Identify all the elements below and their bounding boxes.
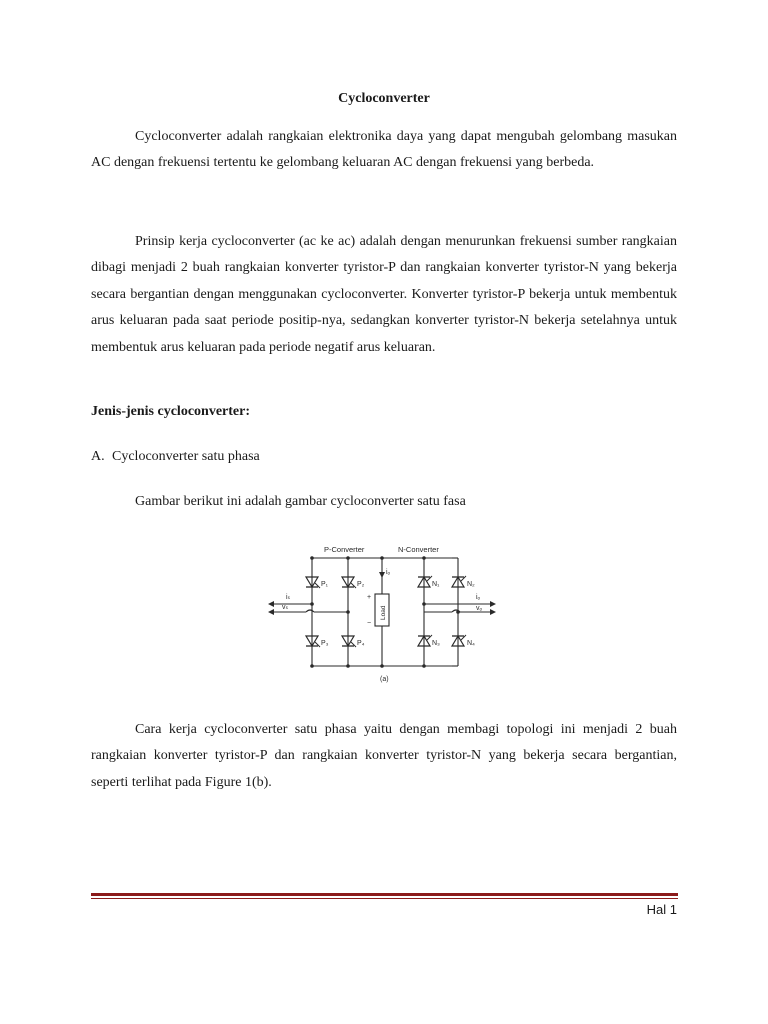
thyristor-n2: [452, 576, 466, 587]
circuit-figure: [264, 538, 514, 696]
paragraph-operation: Cara kerja cycloconverter satu phasa yaitu dengan membagi topologi ini menjadi 2 buah rangkaian konverter tyristor-P dan rangkaian konverter tyristor-N yang bekerja secara bergantian, seperti terlihat pada Figure 1(b).: [91, 722, 677, 790]
label-n4: N₄: [467, 640, 475, 647]
cycloconverter-circuit-diagram: [264, 538, 514, 696]
label-n3: N₃: [432, 640, 440, 647]
thyristor-p3: [306, 636, 320, 647]
label-p1: P₁: [321, 581, 329, 588]
subsection-label: Cycloconverter satu phasa: [112, 449, 260, 464]
label-p3: P₃: [321, 640, 329, 647]
thyristor-p2: [342, 577, 356, 588]
section-heading: Jenis-jenis cycloconverter:: [91, 404, 250, 419]
subsection-heading: [91, 449, 260, 465]
page-number: Hal 1: [646, 902, 677, 917]
label-p-converter: P-Converter: [324, 545, 365, 554]
footer-rule-thick: [91, 893, 678, 896]
label-n-converter: N-Converter: [398, 545, 439, 554]
label-vs: vₛ: [282, 604, 289, 611]
label-is: iₛ: [286, 594, 291, 601]
subsection-letter: A.: [91, 449, 105, 464]
label-n1: N₁: [432, 581, 440, 588]
label-load: Load: [380, 605, 387, 620]
page-title: Cycloconverter: [338, 91, 430, 106]
label-vo: vₒ: [476, 605, 483, 612]
label-p2: P₂: [357, 581, 365, 588]
paragraph-definition: Cycloconverter adalah rangkaian elektronika daya yang dapat mengubah gelombang masukan AC dengan frekuensi tertentu ke gelombang keluaran AC dengan frekuensi yang berbeda.: [91, 129, 677, 171]
thyristor-n3: [418, 635, 432, 646]
label-minus: −: [367, 620, 372, 627]
label-plus: +: [367, 594, 372, 601]
thyristor-p4: [342, 636, 356, 647]
label-io-inside: iₒ: [386, 569, 391, 576]
footer-rule-thin: [91, 898, 678, 899]
thyristor-n4: [452, 635, 466, 646]
label-io: iₒ: [476, 594, 481, 601]
figure-intro-text: Gambar berikut ini adalah gambar cycloconverter satu fasa: [135, 494, 466, 509]
thyristor-p1: [306, 577, 320, 588]
thyristor-n1: [418, 576, 432, 587]
label-n2: N₂: [467, 581, 475, 588]
label-p4: P₄: [357, 640, 365, 647]
figure-caption: (a): [380, 676, 389, 683]
paragraph-principle: Prinsip kerja cycloconverter (ac ke ac) adalah dengan menurunkan frekuensi sumber rangkaian dibagi menjadi 2 buah rangkaian konverter tyristor-P dan rangkaian konverter tyristor-N yang bekerja secara bergantian dengan menggunakan cycloconverter. Konverter tyristor-P bekerja untuk membentuk arus keluaran pada saat periode positip-nya, sedangkan konverter tyristor-N bekerja setelahnya untuk membentuk arus keluaran pada periode negatif arus keluaran.: [91, 234, 677, 355]
